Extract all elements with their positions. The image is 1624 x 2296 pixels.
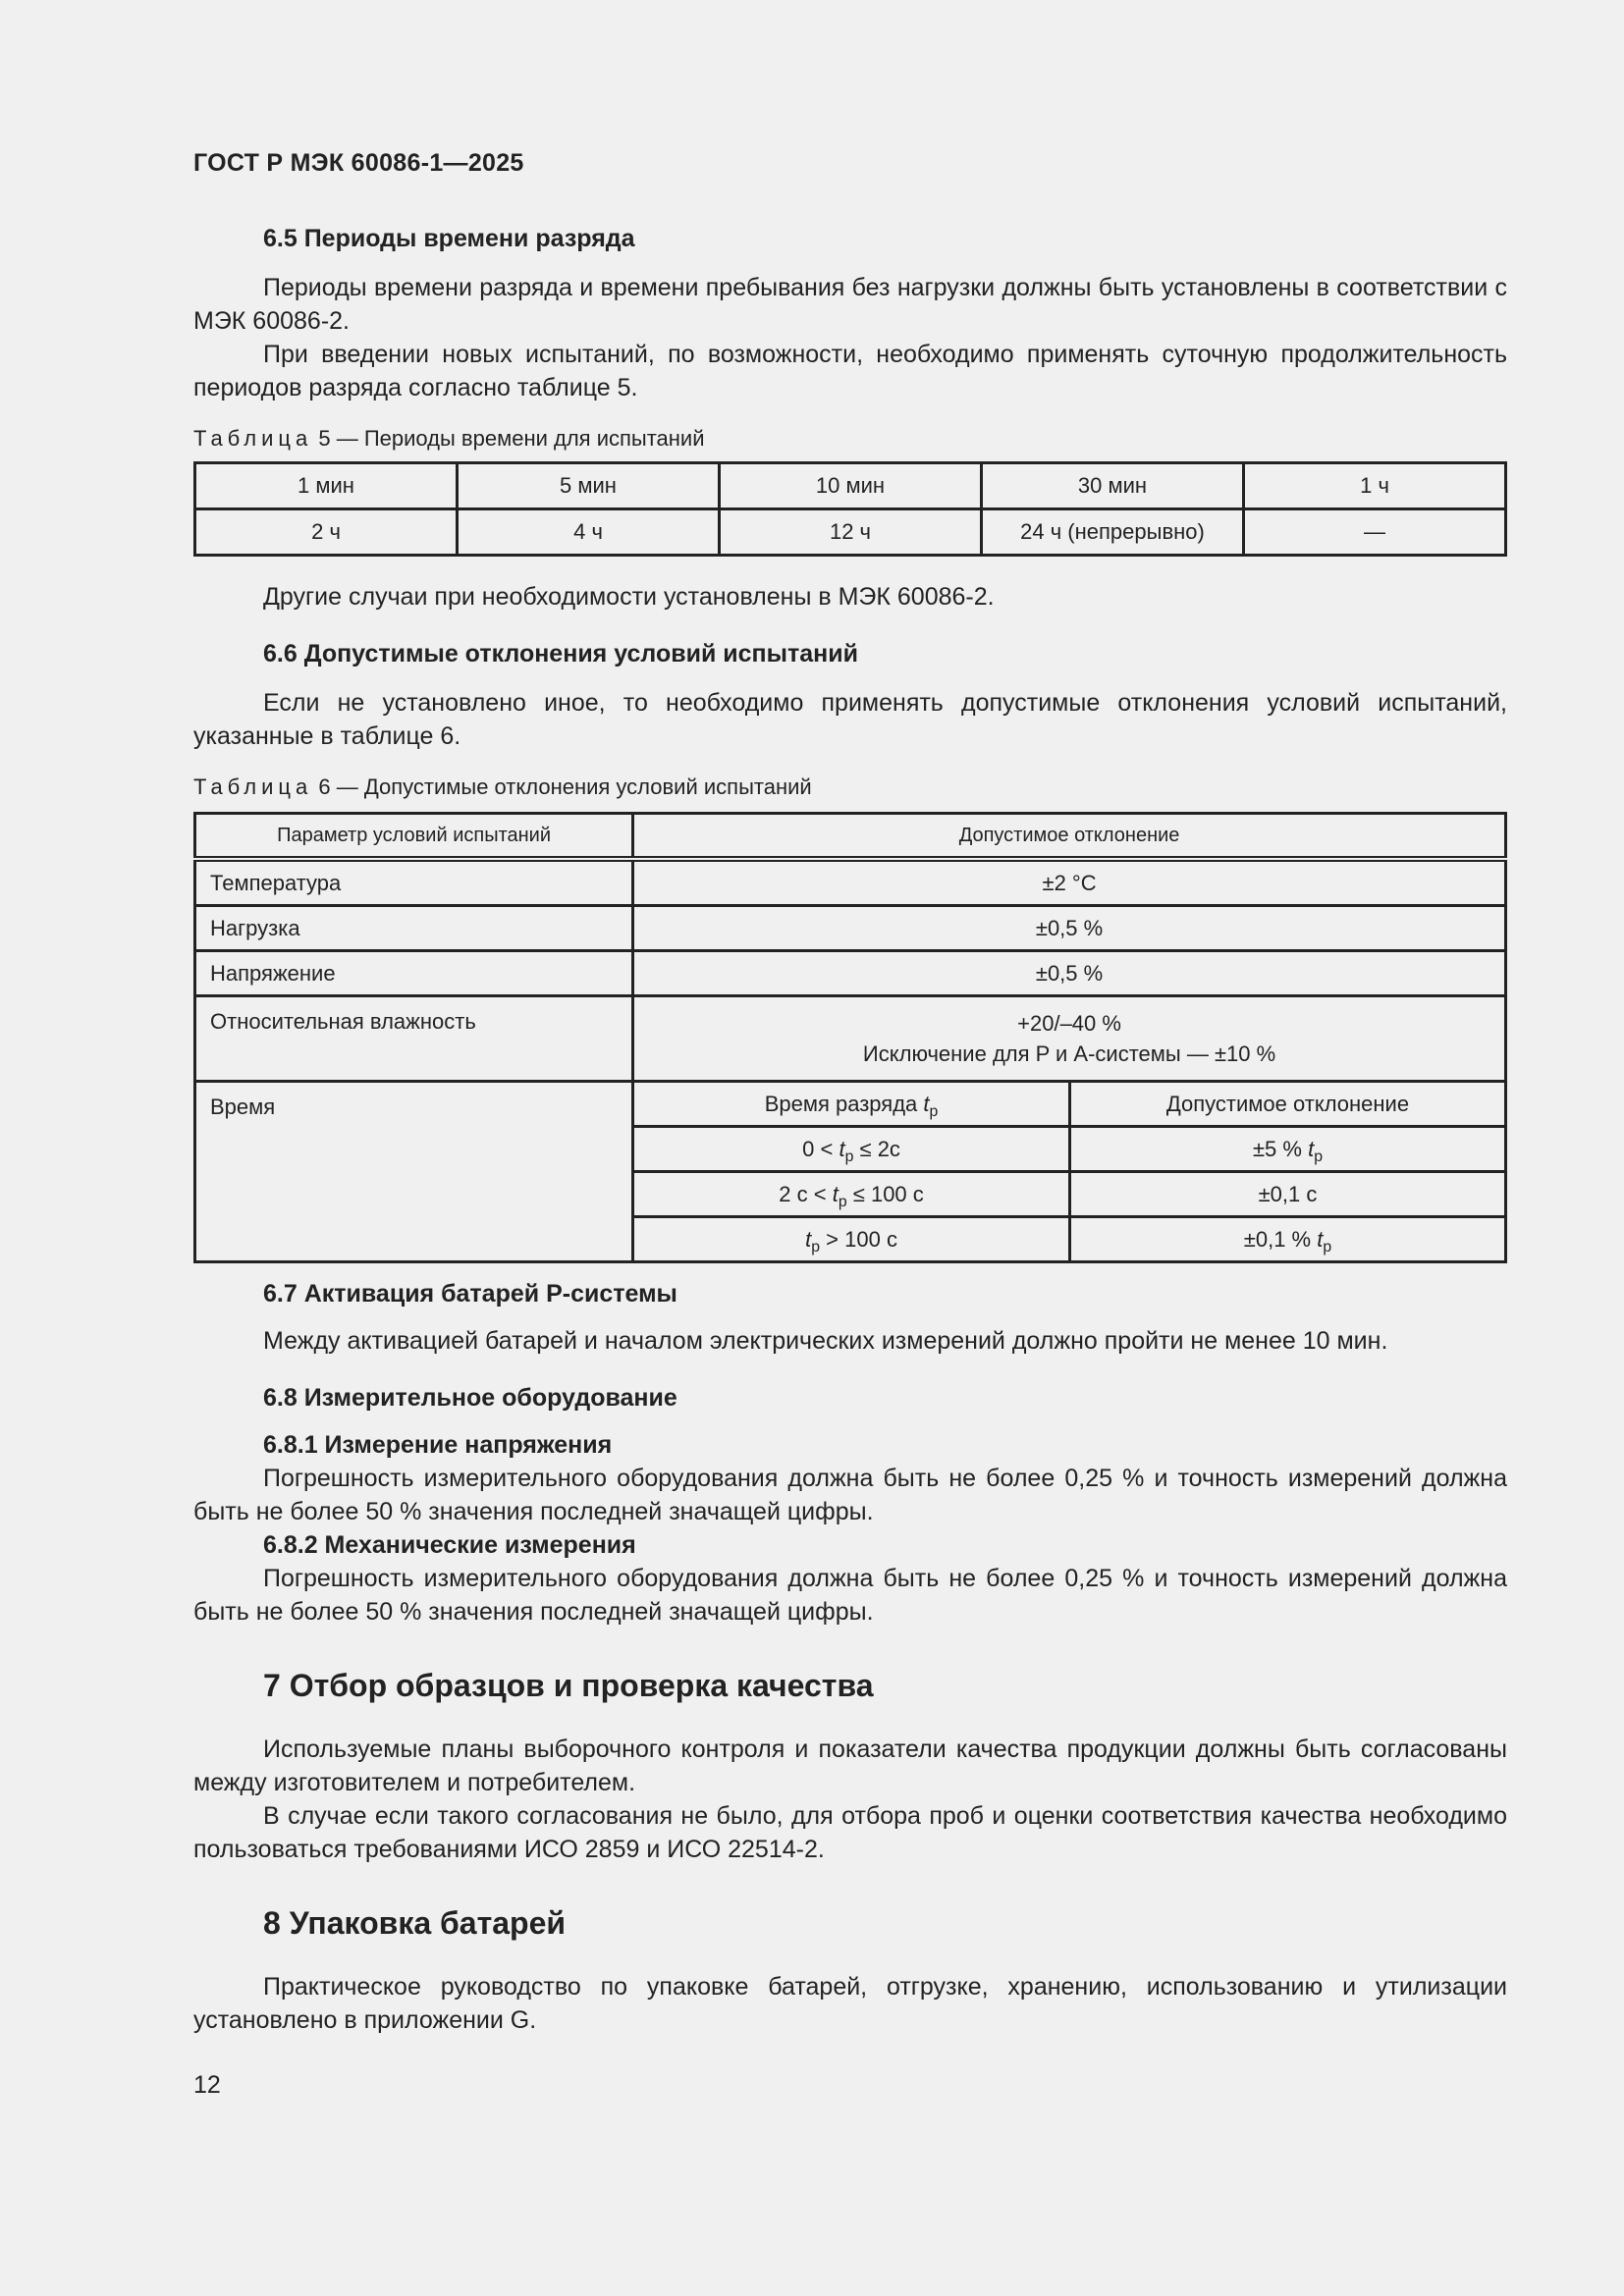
- var-sub-p: p: [1314, 1148, 1323, 1165]
- table-6-tolerance-cell: ±0,5 %: [633, 906, 1506, 951]
- section-6-8-1-title: 6.8.1 Измерение напряжения: [263, 1431, 613, 1459]
- table-6-param-cell: Напряжение: [195, 951, 633, 996]
- table-5-caption-text: 5 — Периоды времени для испытаний: [318, 426, 705, 451]
- time-range-cell: [633, 1127, 1070, 1172]
- table-6-tolerance-cell: [633, 996, 1506, 1082]
- section-6-8-2-paragraph: Погрешность измерительного оборудования должна быть не более 0,25 % и точность измерений должна быть не более 50 % значения последней значащей цифры.: [193, 1565, 1507, 1626]
- table-5-cell: 30 мин: [982, 463, 1244, 509]
- section-6-5-title: 6.5 Периоды времени разряда: [263, 225, 635, 252]
- var-t: t: [839, 1136, 845, 1161]
- table-6-param-cell: Нагрузка: [195, 906, 633, 951]
- var-sub-p: p: [929, 1102, 939, 1120]
- time-tolerance-text: ±5 %: [1252, 1136, 1309, 1161]
- table-row: [195, 996, 1506, 1082]
- section-7-paragraph-1: Используемые планы выборочного контроля и показатели качества продукции должны быть согласованы между изготовителем и потребителем.: [193, 1735, 1507, 1796]
- table-6-param-cell: Температура: [195, 859, 633, 906]
- table-row: [195, 859, 1506, 906]
- time-subheader-left-text: Время разряда: [764, 1091, 918, 1116]
- time-range-text: ≤ 2c: [853, 1136, 900, 1161]
- section-7-title: 7 Отбор образцов и проверка качества: [263, 1668, 874, 1703]
- table-6-param-cell: Относительная влажность: [195, 996, 633, 1082]
- table-5-cell: 2 ч: [195, 509, 458, 556]
- time-subheader-right: Допустимое отклонение: [1069, 1082, 1505, 1127]
- table-5-row: [195, 509, 1506, 556]
- page-number: 12: [193, 2071, 221, 2099]
- table-6-tolerance-cell: ±0,5 %: [633, 951, 1506, 996]
- time-range-text: > 100 с: [820, 1226, 897, 1252]
- table-row: [195, 906, 1506, 951]
- table-5-cell: 10 мин: [720, 463, 982, 509]
- section-7-paragraph-2: В случае если такого согласования не было, для отбора проб и оценки соответствия качества необходимо пользоваться требованиями ИСО 2859 и ИСО 22514-2.: [193, 1802, 1507, 1863]
- section-6-5-paragraph-1: Периоды времени разряда и времени пребывания без нагрузки должны быть установлены в соответствии с МЭК 60086-2.: [193, 274, 1507, 335]
- table-6-header-tolerance: Допустимое отклонение: [633, 814, 1506, 860]
- document-code-header: ГОСТ Р МЭК 60086-1—2025: [193, 149, 524, 177]
- var-sub-p: p: [1323, 1238, 1332, 1255]
- table-6-caption-label: Таблица: [193, 774, 313, 799]
- table-5: [193, 461, 1507, 557]
- var-t: t: [1308, 1136, 1315, 1161]
- table-5-cell: 12 ч: [720, 509, 982, 556]
- section-6-8-2-title: 6.8.2 Механические измерения: [263, 1531, 636, 1559]
- var-t: t: [1317, 1226, 1324, 1252]
- time-range-text: ≤ 100 с: [846, 1181, 924, 1206]
- table-5-cell: 4 ч: [458, 509, 720, 556]
- section-6-6-title: 6.6 Допустимые отклонения условий испытаний: [263, 640, 858, 667]
- table-5-cell: 24 ч (непрерывно): [982, 509, 1244, 556]
- section-6-6-paragraph-1: Если не установлено иное, то необходимо применять допустимые отклонения условий испытаний, указанные в таблице 6.: [193, 689, 1507, 750]
- var-t: t: [923, 1091, 930, 1116]
- time-tolerance-cell: ±0,1 с: [1069, 1172, 1505, 1217]
- var-sub-p: p: [811, 1238, 821, 1255]
- var-sub-p: p: [838, 1193, 847, 1210]
- time-range-cell: [633, 1172, 1070, 1217]
- time-tolerance-cell: [1069, 1127, 1505, 1172]
- time-tolerance-text: ±0,1 %: [1243, 1226, 1318, 1252]
- humidity-tolerance-line-1: +20/–40 %: [1017, 1011, 1121, 1036]
- section-8-title: 8 Упаковка батарей: [263, 1905, 567, 1941]
- time-tolerance-cell: [1069, 1217, 1505, 1262]
- time-range-text: 2 с <: [779, 1181, 833, 1206]
- table-6-param-cell-time: Время: [195, 1082, 633, 1262]
- table-6-caption-text: 6 — Допустимые отклонения условий испытаний: [318, 774, 812, 799]
- table-row: [195, 951, 1506, 996]
- time-range-cell: [633, 1217, 1070, 1262]
- table-5-cell: 5 мин: [458, 463, 720, 509]
- table-6-tolerance-cell: ±2 °C: [633, 859, 1506, 906]
- table-row: [195, 1082, 1506, 1127]
- table-5-cell: —: [1244, 509, 1506, 556]
- after-table-5-paragraph: Другие случаи при необходимости установлены в МЭК 60086-2.: [263, 583, 995, 611]
- table-5-caption: [193, 424, 1507, 454]
- var-t: t: [805, 1226, 812, 1252]
- section-6-7-title: 6.7 Активация батарей P-системы: [263, 1280, 677, 1308]
- var-t: t: [832, 1181, 839, 1206]
- table-6: [193, 812, 1507, 1263]
- table-5-caption-label: Таблица: [193, 426, 313, 451]
- table-5-cell: 1 мин: [195, 463, 458, 509]
- page-content: [193, 222, 1507, 2037]
- time-range-text: 0 <: [802, 1136, 839, 1161]
- section-6-8-1-paragraph: Погрешность измерительного оборудования должна быть не более 0,25 % и точность измерений должна быть не более 50 % значения последней значащей цифры.: [193, 1465, 1507, 1525]
- table-5-row: [195, 463, 1506, 509]
- table-6-caption: [193, 773, 1507, 802]
- table-6-header-param: Параметр условий испытаний: [195, 814, 633, 860]
- section-6-7-paragraph-1: Между активацией батарей и началом электрических измерений должно пройти не менее 10 мин.: [263, 1327, 1388, 1355]
- humidity-tolerance-line-2: Исключение для P и A-системы — ±10 %: [862, 1041, 1276, 1066]
- table-6-header-row: [195, 814, 1506, 860]
- var-sub-p: p: [844, 1148, 854, 1165]
- section-6-5-paragraph-2: При введении новых испытаний, по возможности, необходимо применять суточную продолжительность периодов разряда согласно таблице 5.: [193, 341, 1507, 401]
- section-6-8-title: 6.8 Измерительное оборудование: [263, 1384, 677, 1412]
- time-subheader-left: [633, 1082, 1070, 1127]
- table-5-cell: 1 ч: [1244, 463, 1506, 509]
- section-8-paragraph-1: Практическое руководство по упаковке батарей, отгрузке, хранению, использованию и утилизации установлено в приложении G.: [193, 1973, 1507, 2034]
